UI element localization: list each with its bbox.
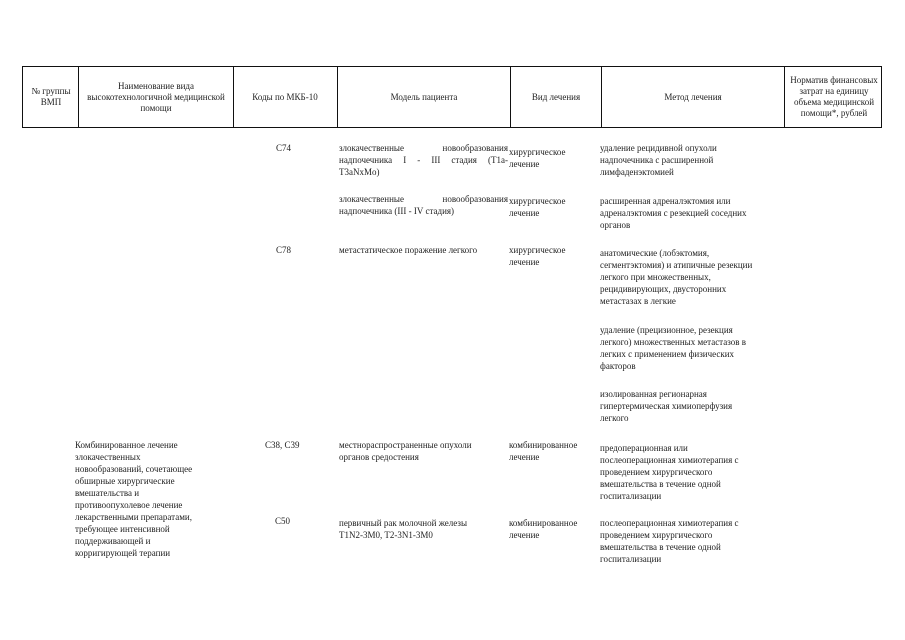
header-treatment-method: Метод лечения: [664, 91, 722, 102]
treatment-method-line: легких с применением физических: [600, 349, 735, 359]
treatment-method-line: органов: [600, 220, 631, 230]
treatment-type-line: хирургическое: [509, 245, 566, 255]
column-divider: [233, 67, 234, 127]
header-treatment-type: Вид лечения: [531, 91, 581, 102]
patient-model-line: первичный рак молочной железы: [339, 518, 467, 528]
treatment-method-line: удаление рецидивной опухоли: [600, 143, 717, 153]
treatment-method-line: сегментэктомия) и атипичные резекции: [600, 260, 753, 270]
icd-code: C50: [275, 516, 291, 526]
column-divider: [78, 67, 79, 127]
treatment-type-line: хирургическое: [509, 196, 566, 206]
vmp-name-line: лекарственными препаратами,: [75, 512, 192, 522]
header-icd-codes: Коды по МКБ-10: [252, 91, 318, 102]
treatment-method-line: надпочечника с расширенной: [600, 155, 714, 165]
treatment-type-line: лечение: [509, 208, 540, 218]
patient-model-line: местнораспространенные опухоли: [339, 440, 472, 450]
vmp-name-line: вмешательства и: [75, 488, 140, 498]
treatment-method-line: проведением хирургического: [600, 530, 713, 540]
patient-model-line: T1N2-3M0, T2-3N1-3M0: [339, 530, 433, 540]
patient-model-line: злокачественные новообразования: [339, 143, 508, 153]
treatment-method-line: удаление (прецизионное, резекция: [600, 325, 733, 335]
treatment-method-line: госпитализации: [600, 554, 662, 564]
column-divider: [601, 67, 602, 127]
treatment-method-line: адреналэктомия с резекцией соседних: [600, 208, 747, 218]
treatment-type-line: лечение: [509, 530, 540, 540]
patient-model-line: злокачественные новообразования: [339, 194, 508, 204]
treatment-method-line: вмешательства в течение одной: [600, 479, 721, 489]
treatment-method-line: рецидивирующих, двусторонних: [600, 284, 727, 294]
column-divider: [784, 67, 785, 127]
treatment-method-line: предоперационная или: [600, 443, 688, 453]
treatment-method-line: госпитализации: [600, 491, 662, 501]
vmp-name-line: Комбинированное лечение: [75, 440, 178, 450]
vmp-name-line: требующее интенсивной: [75, 524, 170, 534]
treatment-type-line: лечение: [509, 257, 540, 267]
table-header: [22, 66, 882, 128]
treatment-method-line: факторов: [600, 361, 636, 371]
treatment-method-line: легкого: [600, 413, 629, 423]
treatment-method-line: вмешательства в течение одной: [600, 542, 721, 552]
column-divider: [510, 67, 511, 127]
patient-model-line: надпочечника (III - IV стадия): [339, 206, 455, 216]
treatment-method-line: легкого при множественных,: [600, 272, 711, 282]
vmp-name-line: злокачественных: [75, 452, 141, 462]
patient-model: метастатическое поражение легкого: [339, 245, 478, 255]
header-cost-standard: Норматив финансовых затрат на единицу объема медицинской помощи*, рублей: [790, 75, 878, 118]
treatment-method-line: легкого) множественных метастазов в: [600, 337, 746, 347]
treatment-method-line: лимфаденэктомией: [600, 167, 674, 177]
treatment-method-line: метастазах в легкие: [600, 296, 676, 306]
header-patient-model: Модель пациента: [390, 91, 458, 102]
patient-model-line: органов средостения: [339, 452, 419, 462]
column-divider: [337, 67, 338, 127]
treatment-method-line: проведением хирургического: [600, 467, 713, 477]
patient-model-line: T3aNxMo): [339, 167, 380, 177]
header-group-number: № группы ВМП: [31, 86, 71, 107]
treatment-type-line: комбинированное: [509, 518, 578, 528]
vmp-name-line: корригирующей терапии: [75, 548, 171, 558]
treatment-type-line: комбинированное: [509, 440, 578, 450]
icd-code: C78: [276, 245, 292, 255]
vmp-name-line: обширные хирургические: [75, 476, 175, 486]
vmp-name-line: противоопухолевое лечение: [75, 500, 183, 510]
treatment-method-line: изолированная регионарная: [600, 389, 707, 399]
vmp-name-line: поддерживающей и: [75, 536, 151, 546]
treatment-method-line: послеоперационная химиотерапия с: [600, 455, 739, 465]
treatment-type-line: хирургическое: [509, 147, 566, 157]
icd-code: C38, C39: [265, 440, 300, 450]
treatment-method-line: расширенная адреналэктомия или: [600, 196, 731, 206]
vmp-name-line: новообразований, сочетающее: [75, 464, 193, 474]
patient-model-line: надпочечника I - III стадия (T1a-: [339, 155, 508, 165]
header-vmp-name: Наименование вида высокотехнологичной медицинской помощи: [87, 80, 225, 113]
treatment-method-line: гипертермическая химиоперфузия: [600, 401, 733, 411]
icd-code: C74: [276, 143, 292, 153]
treatment-method-line: послеоперационная химиотерапия с: [600, 518, 739, 528]
treatment-method-line: анатомические (лобэктомия,: [600, 248, 710, 258]
treatment-type-line: лечение: [509, 159, 540, 169]
treatment-type-line: лечение: [509, 452, 540, 462]
